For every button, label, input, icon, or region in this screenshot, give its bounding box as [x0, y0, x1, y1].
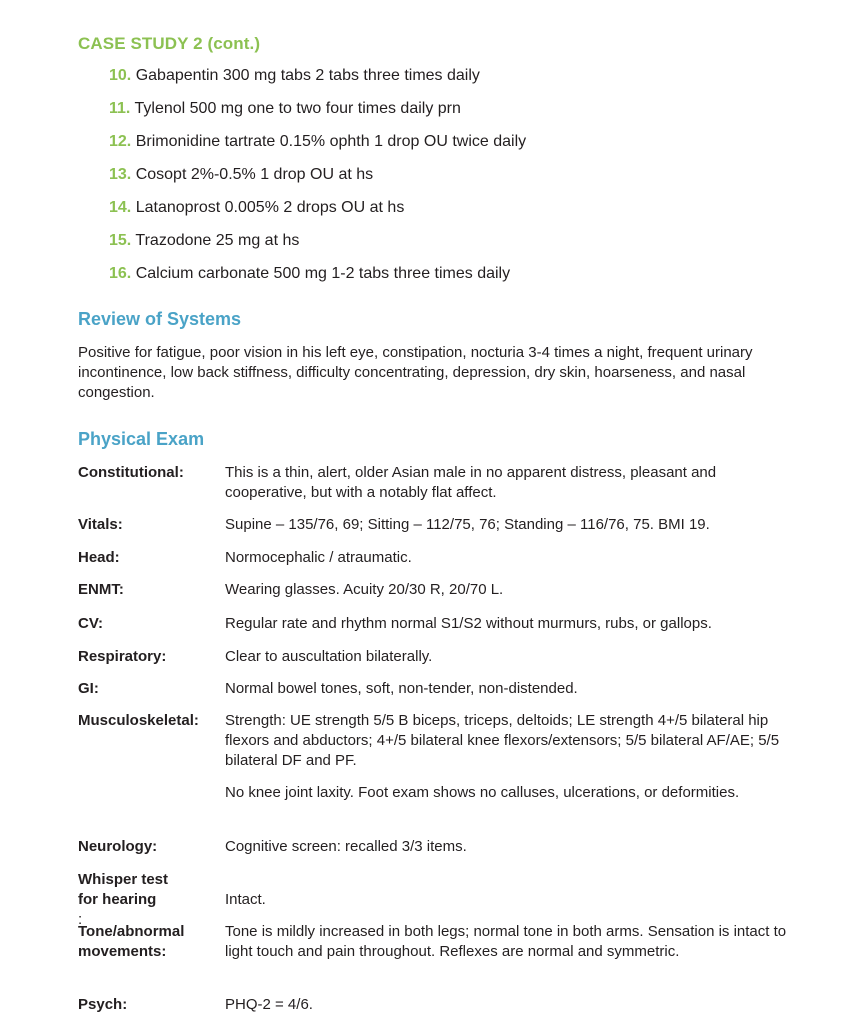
- exam-label-line: Whisper test: [78, 871, 169, 888]
- medication-number: 15.: [109, 232, 132, 249]
- medication-text: Cosopt 2%-0.5% 1 drop OU at hs: [135, 166, 374, 183]
- exam-value: Normal bowel tones, soft, non-tender, non-distended.: [225, 680, 578, 697]
- exam-value: Intact.: [225, 891, 266, 908]
- exam-label: Constitutional:: [78, 464, 184, 481]
- exam-value: [225, 711, 790, 803]
- review-of-systems-text: Positive for fatigue, poor vision in his left eye, constipation, nocturia 3-4 times a night, frequent urinary incontinence, low back stiffness, difficulty concentrating, depression, dry skin, hoarseness, and nasal congestion.: [78, 344, 753, 401]
- medication-text: Trazodone 25 mg at hs: [135, 232, 300, 249]
- exam-label: Psych:: [78, 996, 128, 1013]
- exam-label: Musculoskeletal:: [78, 712, 199, 729]
- medication-item: [109, 165, 526, 198]
- medication-text: Gabapentin 300 mg tabs 2 tabs three times daily: [135, 67, 480, 84]
- medication-item: [109, 66, 526, 99]
- exam-value: Cognitive screen: recalled 3/3 items.: [225, 838, 467, 855]
- exam-label-text: for hearing: [78, 891, 157, 908]
- exam-label: CV:: [78, 615, 104, 632]
- exam-label: Neurology:: [78, 838, 158, 855]
- medication-item: [109, 99, 526, 132]
- exam-label: Vitals:: [78, 516, 123, 533]
- case-study-heading: CASE STUDY 2 (cont.): [78, 34, 261, 53]
- medication-item: [109, 198, 526, 231]
- exam-value: PHQ-2 = 4/6.: [225, 996, 313, 1013]
- exam-label: [78, 870, 224, 930]
- exam-label: Head:: [78, 549, 120, 566]
- medication-list: [109, 66, 526, 297]
- exam-value-paragraph: No knee joint laxity. Foot exam shows no calluses, ulcerations, or deformities.: [225, 784, 740, 801]
- medication-text: Latanoprost 0.005% 2 drops OU at hs: [135, 199, 405, 216]
- medication-number: 14.: [109, 199, 132, 216]
- exam-value: Regular rate and rhythm normal S1/S2 without murmurs, rubs, or gallops.: [225, 615, 712, 632]
- exam-value: Wearing glasses. Acuity 20/30 R, 20/70 L.: [225, 581, 504, 598]
- medication-number: 16.: [109, 265, 132, 282]
- medication-item: [109, 132, 526, 165]
- medication-item: [109, 231, 526, 264]
- exam-label: ENMT:: [78, 581, 124, 598]
- exam-label: GI:: [78, 680, 99, 697]
- physical-exam-title: Physical Exam: [78, 429, 205, 449]
- exam-value: Clear to auscultation bilaterally.: [225, 648, 433, 665]
- exam-value-paragraph: Strength: UE strength 5/5 B biceps, triceps, deltoids; LE strength 4+/5 bilateral hip flexors and abductors; 4+/5 bilateral knee flexors/extensors; 5/5 bilateral AF/AE; 5/5 bilateral DF and PF.: [225, 712, 780, 769]
- medication-item: [109, 264, 526, 297]
- medication-text: Calcium carbonate 500 mg 1-2 tabs three times daily: [135, 265, 511, 282]
- exam-label: [78, 922, 224, 962]
- medication-number: 11.: [109, 100, 131, 117]
- exam-value: Tone is mildly increased in both legs; normal tone in both arms. Sensation is intact to light touch and pain throughout. Reflexes are normal and symmetric.: [225, 923, 787, 960]
- exam-label-line: Tone/abnormal: [78, 923, 185, 940]
- exam-label-colon: :: [78, 911, 83, 928]
- medication-text: Tylenol 500 mg one to two four times daily prn: [134, 100, 461, 117]
- medication-text: Brimonidine tartrate 0.15% ophth 1 drop OU twice daily: [135, 133, 527, 150]
- review-of-systems-title: Review of Systems: [78, 309, 242, 329]
- exam-value: Normocephalic / atraumatic.: [225, 549, 412, 566]
- exam-label-line: movements:: [78, 943, 167, 960]
- exam-label: Respiratory:: [78, 648, 167, 665]
- medication-number: 10.: [109, 67, 132, 84]
- medication-number: 12.: [109, 133, 132, 150]
- exam-value: This is a thin, alert, older Asian male in no apparent distress, pleasant and cooperative, but with a notably flat affect.: [225, 464, 717, 501]
- exam-value: Supine – 135/76, 69; Sitting – 112/75, 76; Standing – 116/76, 75. BMI 19.: [225, 516, 710, 533]
- medication-number: 13.: [109, 166, 132, 183]
